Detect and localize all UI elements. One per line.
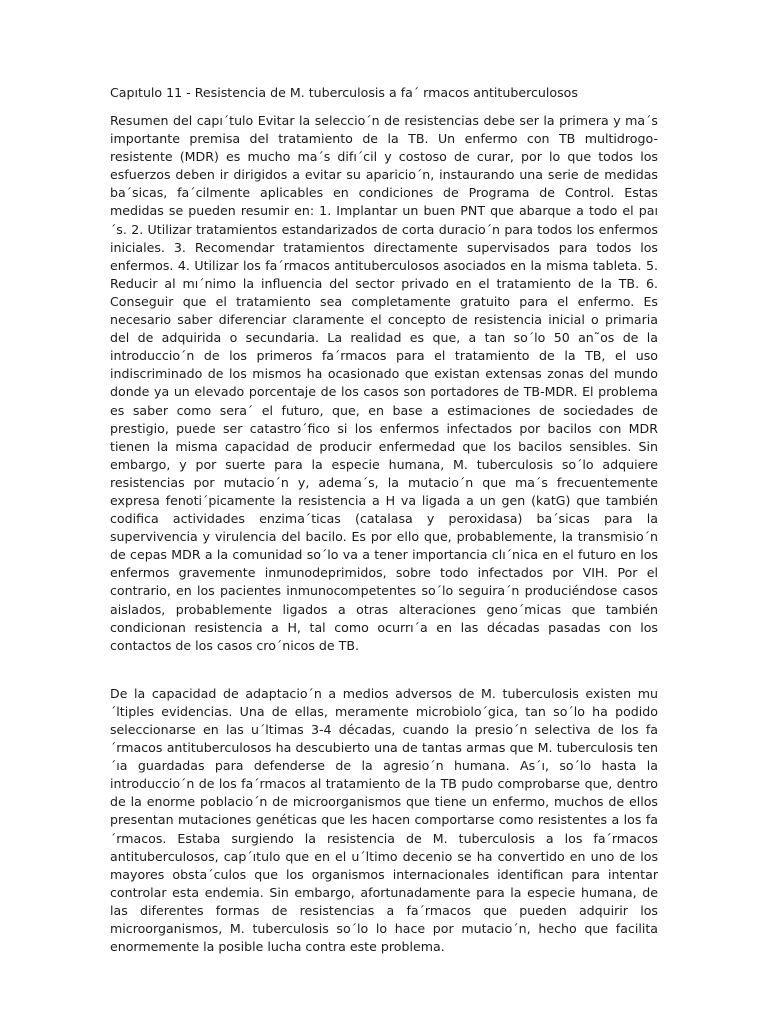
document-page	[110, 84, 658, 956]
adaptation-paragraph: De la capacidad de adaptacio´n a medios adversos de M. tuberculosis existen mu´ltiples evidencias. Una de ellas, meramente microbiolo´gica, tan so´lo ha podido seleccionarse en las u´ltimas 3-4 décadas, cuando la presio´n selectiva de los fa´rmacos antituberculosos ha descubierto una de tantas armas que M. tuberculosis ten´ıa guardadas para defenderse de la agresio´n humana. As´ı, so´lo hasta la introduccio´n de los fa´rmacos al tratamiento de la TB pudo comprobarse que, dentro de la enorme poblacio´n de microorganismos que tiene un enfermo, muchos de ellos presentan mutaciones genéticas que les hacen comportarse como resistentes a los fa´rmacos. Estaba surgiendo la resistencia de M. tuberculosis a los fa´rmacos antituberculosos, cap´ıtulo que en el u´ltimo decenio se ha convertido en uno de los mayores obsta´culos que los organismos internacionales identifican para intentar controlar esta endemia. Sin embargo, afortunadamente para la especie humana, de las diferentes formas de resistencias a fa´rmacos que pueden adquirir los microorganismos, M. tuberculosis so´lo lo hace por mutacio´n, hecho que facilita enormemente la posible lucha contra este problema.	[110, 685, 658, 955]
chapter-title: Capıtulo 11 - Resistencia de M. tuberculosis a fa´ rmacos antituberculosos	[110, 85, 578, 100]
summary-paragraph: Resumen del capı´tulo Evitar la seleccio´n de resistencias debe ser la primera y ma´s importante premisa del tratamiento de la TB. Un enfermo con TB multidrogo-resistente (MDR) es mucho ma´s difı´cil y costoso de curar, por lo que todos los esfuerzos deben ir dirigidos a evitar su aparicio´n, instaurando una serie de medidas ba´sicas, fa´cilmente aplicables en condiciones de Programa de Control. Estas medidas se pueden resumir en: 1. Implantar un buen PNT que abarque a todo el paı´s. 2. Utilizar tratamientos estandarizados de corta duracio´n para todos los enfermos iniciales. 3. Recomendar tratamientos directamente supervisados para todos los enfermos. 4. Utilizar los fa´rmacos antituberculosos asociados en la misma tableta. 5. Reducir al mı´nimo la influencia del sector privado en el tratamiento de la TB. 6. Conseguir que el tratamiento sea completamente gratuito para el enfermo. Es necesario saber diferenciar claramente el concepto de resistencia inicial o primaria del de adquirida o secundaria. La realidad es que, a tan so´lo 50 an˜os de la introduccio´n de los primeros fa´rmacos para el tratamiento de la TB, el uso indiscriminado de los mismos ha ocasionado que existan extensas zonas del mundo donde ya un elevado porcentaje de los casos son portadores de TB-MDR. El problema es saber como sera´ el futuro, que, en base a estimaciones de sociedades de prestigio, puede ser catastro´fico si los enfermos infectados por bacilos con MDR tienen la misma capacidad de producir enfermedad que los bacilos sensibles. Sin embargo, y por suerte para la especie humana, M. tuberculosis so´lo adquiere resistencias por mutacio´n y, adema´s, la mutacio´n que ma´s frecuentemente expresa fenoti´picamente la resistencia a H va ligada a un gen (katG) que también codifica actividades enzima´ticas (catalasa y peroxidasa) ba´sicas para la supervivencia y virulencia del bacilo. Es por ello que, probablemente, la transmisio´n de cepas MDR a la comunidad so´lo va a tener importancia clı´nica en el futuro en los enfermos gravemente inmunodeprimidos, sobre todo infectados por VIH. Por el contrario, en los pacientes inmunocompetentes so´lo seguira´n produciéndose casos aislados, probablemente ligados a otras alteraciones geno´micas que también condicionan resistencia a H, tal como ocurrı´a en las décadas pasadas con los contactos de los casos cro´nicos de TB.	[110, 113, 658, 653]
